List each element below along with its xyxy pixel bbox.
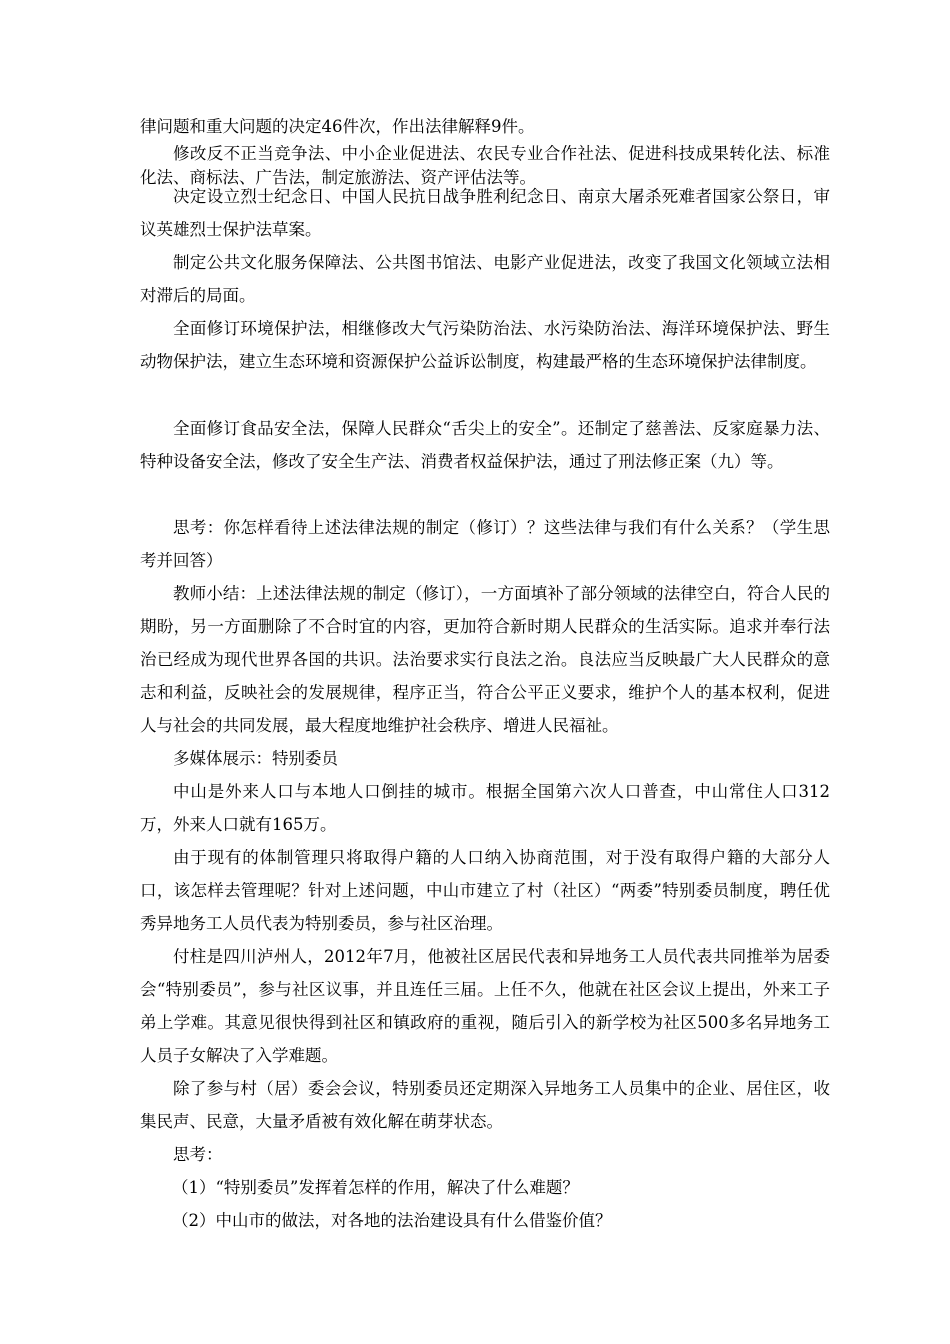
paragraph-11: 由于现有的体制管理只将取得户籍的人口纳入协商范围，对于没有取得户籍的大部分人口，该怎样去管理呢？针对上述问题，中山市建立了村（社区）“两委”特别委员制度，聘任优秀异地务工人员代表为特别委员，参与社区治理。 [140,848,830,933]
paragraph-6: 全面修订食品安全法，保障人民群众“舌尖上的安全”。还制定了慈善法、反家庭暴力法、特种设备安全法，修改了安全生产法、消费者权益保护法，通过了刑法修正案（九）等。 [140,419,830,471]
question-2: （2）中山市的做法，对各地的法治建设具有什么借鉴价值？ [172,1211,612,1230]
paragraph-8: 教师小结：上述法律法规的制定（修订），一方面填补了部分领域的法律空白，符合人民的期盼，另一方面删除了不合时宜的内容，更加符合新时期人民群众的生活实际。追求并奉行法治已经成为现代世界各国的共识。法治要求实行良法之治。良法应当反映最广大人民群众的意志和利益，反映社会的发展规律，程序正当，符合公平正义要求，维护个人的基本权利，促进人与社会的共同发展，最大程度地维护社会秩序、增进人民福祉。 [140,584,830,735]
paragraph-5: 全面修订环境保护法，相继修改大气污染防治法、水污染防治法、海洋环境保护法、野生动物保护法，建立生态环境和资源保护公益诉讼制度，构建最严格的生态环境保护法律制度。 [140,319,830,371]
paragraph-14: 思考： [173,1145,223,1164]
paragraph-2: 修改反不正当竞争法、中小企业促进法、农民专业合作社法、促进科技成果转化法、标准化法、商标法、广告法，制定旅游法、资产评估法等。 [140,144,830,187]
paragraph-12: 付柱是四川泸州人，2012年7月，他被社区居民代表和异地务工人员代表共同推举为居委会“特别委员”，参与社区议事，并且连任三届。上任不久，他就在社区会议上提出，外来工子弟上学难。其意见很快得到社区和镇政府的重视，随后引入的新学校为社区500多名异地务工人员子女解决了入学难题。 [140,947,830,1065]
paragraph-3: 决定设立烈士纪念日、中国人民抗日战争胜利纪念日、南京大屠杀死难者国家公祭日，审议英雄烈士保护法草案。 [140,187,830,239]
paragraph-1: 律问题和重大问题的决定46件次，作出法律解释9件。 [140,117,535,136]
paragraph-9: 多媒体展示：特别委员 [173,749,338,768]
paragraph-7: 思考：你怎样看待上述法律法规的制定（修订）？这些法律与我们有什么关系？（学生思考并回答） [140,518,830,570]
paragraph-13: 除了参与村（居）委会会议，特别委员还定期深入异地务工人员集中的企业、居住区，收集民声、民意，大量矛盾被有效化解在萌芽状态。 [140,1079,830,1131]
question-1: （1）“特别委员”发挥着怎样的作用，解决了什么难题？ [172,1178,579,1197]
paragraph-4: 制定公共文化服务保障法、公共图书馆法、电影产业促进法，改变了我国文化领域立法相对滞后的局面。 [140,253,830,305]
paragraph-10: 中山是外来人口与本地人口倒挂的城市。根据全国第六次人口普查，中山常住人口312万，外来人口就有165万。 [140,782,830,834]
